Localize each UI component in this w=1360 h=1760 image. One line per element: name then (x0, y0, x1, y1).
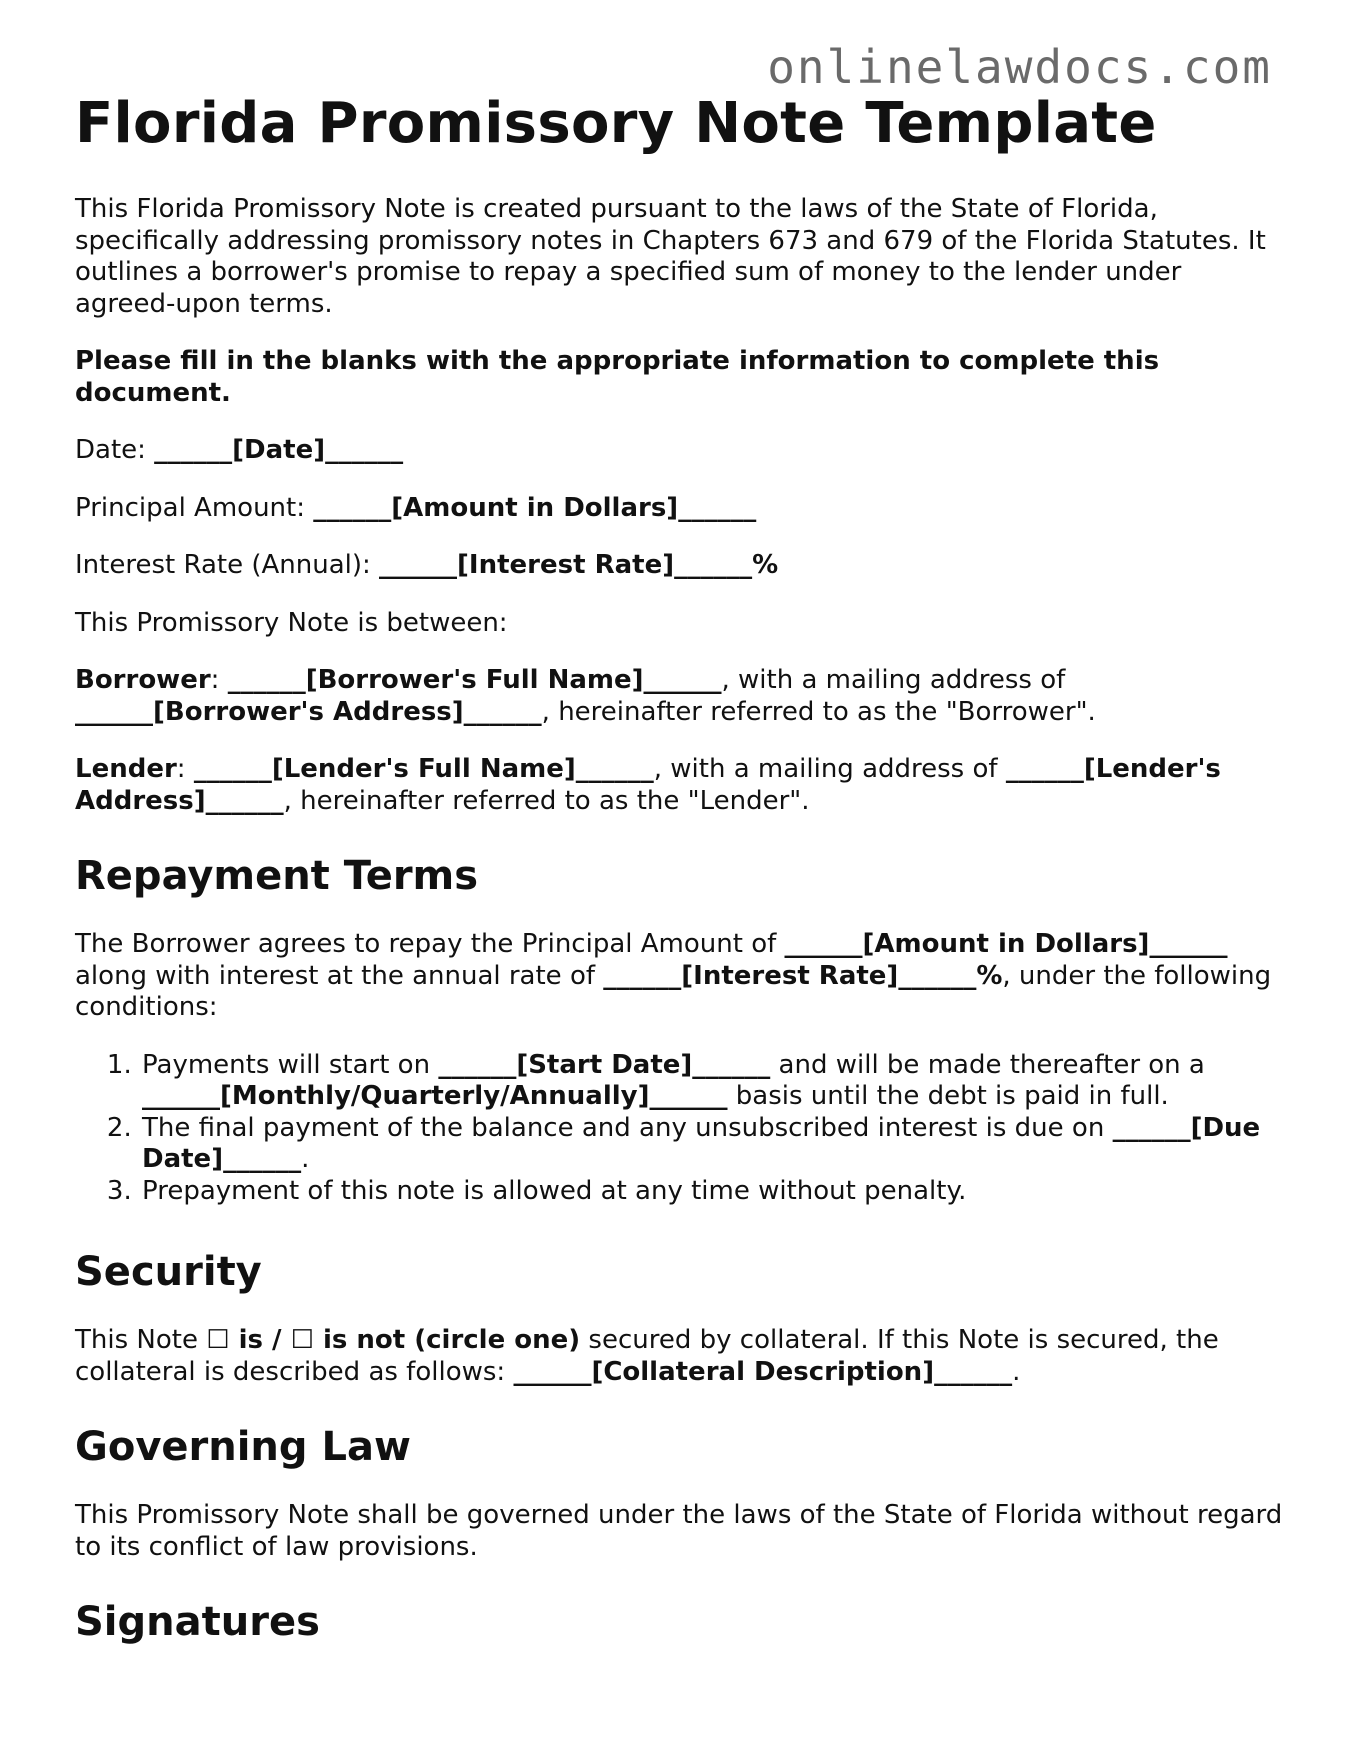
borrower-address-blank: ______[Borrower's Address]______ (75, 696, 542, 727)
date-label: Date: (75, 435, 155, 466)
collateral-blank: ______[Collateral Description]______ (513, 1356, 1013, 1387)
principal-blank: ______[Amount in Dollars]______ (313, 492, 757, 523)
repayment-rate-blank: ______[Interest Rate]______% (603, 960, 1003, 991)
interest-label: Interest Rate (Annual): (75, 550, 380, 581)
principal-label: Principal Amount: (75, 492, 314, 523)
security-paragraph (75, 1325, 1285, 1388)
start-date-blank: ______[Start Date]______ (438, 1049, 771, 1080)
item2-text-b: . (301, 1144, 310, 1175)
repayment-text-2: along with interest at the annual rate of (75, 960, 604, 991)
is-checkbox-icon[interactable]: ☐ (206, 1325, 230, 1356)
governing-law-paragraph: This Promissory Note shall be governed under the laws of the State of Florida without regard to its conflict of law provisions. (75, 1500, 1283, 1562)
security-heading: Security (75, 1249, 262, 1296)
governing-law-heading: Governing Law (75, 1424, 411, 1471)
is-not-checkbox-icon[interactable]: ☐ (290, 1325, 314, 1356)
item1-text-a: Payments will start on (142, 1049, 439, 1080)
date-line (75, 435, 1285, 467)
security-text-b: secured by collateral. If this Note is secured, the collateral is described as follows: (75, 1325, 1219, 1387)
lender-end-text: , hereinafter referred to as the "Lender". (283, 785, 810, 816)
lender-address-blank: ______[Lender's Address]______ (75, 754, 1221, 816)
is-label: is / (229, 1325, 291, 1356)
intro-paragraph: This Florida Promissory Note is created pursuant to the laws of the State of Florida, specifically addressing promissory notes in Chapters 673 and 679 of the Florida Statutes. It outlines a borrower's promise to repay a specified sum of money to the lender under agreed-upon terms. (75, 194, 1266, 319)
principal-line (75, 493, 1285, 525)
repayment-amount-blank: ______[Amount in Dollars]______ (784, 929, 1228, 960)
interest-blank: ______[Interest Rate]______% (379, 550, 779, 581)
list-item (140, 1050, 1285, 1113)
item1-text-c: basis until the debt is paid in full. (727, 1081, 1169, 1112)
repayment-heading: Repayment Terms (75, 853, 479, 900)
lender-paragraph (75, 754, 1285, 817)
page-title: Florida Promissory Note Template (75, 91, 1157, 156)
borrower-mid-text: , with a mailing address of (721, 665, 1066, 696)
list-item: 3. Prepayment of this note is allowed at any time without penalty. (140, 1176, 1285, 1208)
item2-text-a: The final payment of the balance and any unsubscribed interest is due on (142, 1112, 1113, 1143)
item1-text-b: and will be made thereafter on a (770, 1049, 1205, 1080)
lender-name-blank: ______[Lender's Full Name]______ (193, 754, 654, 785)
borrower-name-blank: ______[Borrower's Full Name]______ (227, 665, 722, 696)
borrower-colon: : (210, 665, 228, 696)
lender-colon: : (176, 754, 194, 785)
repayment-conditions-list (75, 1050, 1285, 1208)
borrower-label: Borrower (75, 665, 211, 696)
signatures-heading: Signatures (75, 1599, 320, 1646)
interest-line (75, 550, 1285, 582)
repayment-text-3: , under the following conditions: (75, 960, 1272, 1023)
security-text-c: . (1012, 1356, 1021, 1387)
lender-label: Lender (75, 754, 177, 785)
frequency-blank: ______[Monthly/Quarterly/Annually]______ (142, 1081, 728, 1112)
document-page (75, 92, 1285, 1675)
lender-mid-text: , with a mailing address of (653, 754, 1006, 785)
borrower-paragraph (75, 665, 1285, 728)
borrower-end-text: , hereinafter referred to as the "Borrower". (541, 696, 1096, 727)
parties-intro: This Promissory Note is between: (75, 607, 508, 638)
instruction-paragraph: Please fill in the blanks with the appropriate information to complete this document. (75, 346, 1160, 408)
is-not-label: is not (circle one) (313, 1325, 581, 1356)
repayment-text-1: The Borrower agrees to repay the Principal Amount of (75, 929, 785, 960)
watermark: onlinelawdocs.com (767, 40, 1272, 94)
list-item (140, 1113, 1285, 1176)
date-blank: ______[Date]______ (154, 435, 404, 466)
repayment-paragraph (75, 929, 1285, 1024)
security-text-a: This Note (75, 1325, 207, 1356)
due-date-blank: ______[Due Date]______ (142, 1112, 1261, 1175)
